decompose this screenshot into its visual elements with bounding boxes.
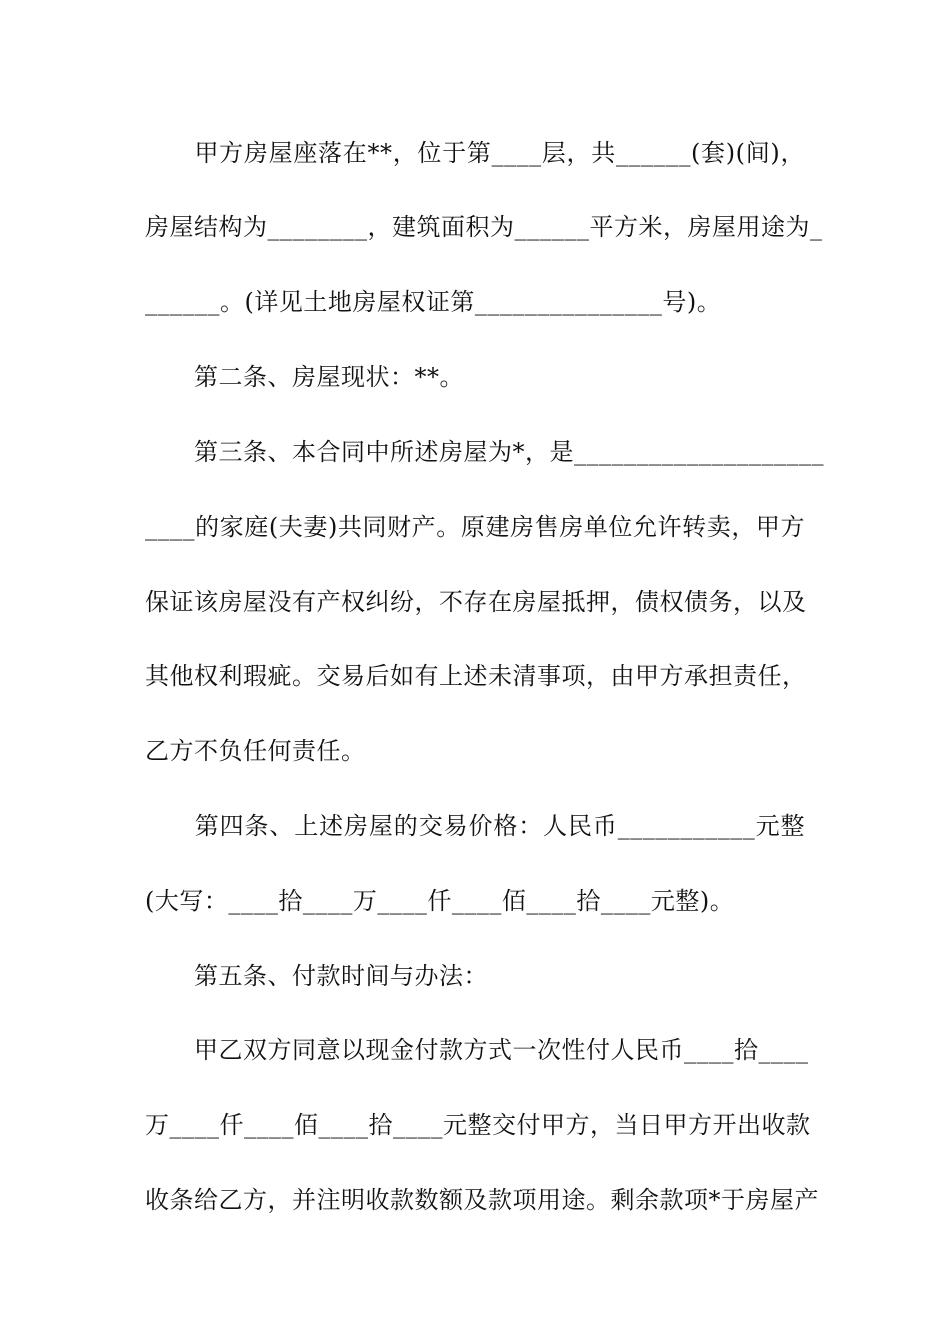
text-line: 乙方不负任何责任。 [145, 737, 366, 765]
text-line: ______。(详见土地房屋权证第_______________号)。 [145, 288, 722, 316]
text-line: 保证该房屋没有产权纠纷，不存在房屋抵押，债权债务，以及 [145, 588, 807, 616]
text-line: 第二条、房屋现状：**。 [145, 363, 464, 391]
text-line: ____的家庭(夫妻)共同财产。原建房售房单位允许转卖，甲方 [145, 513, 805, 541]
text-line: (大写：____拾____万____仟____佰____拾____元整)。 [145, 887, 735, 915]
text-line: 第四条、上述房屋的交易价格：人民币___________元整 [145, 812, 805, 840]
text-line: 甲乙双方同意以现金付款方式一次性付人民币____拾____ [145, 1036, 809, 1064]
text-line: 第五条、付款时间与办法： [145, 962, 488, 990]
text-line: 其他权利瑕疵。交易后如有上述未清事项，由甲方承担责任， [145, 662, 807, 690]
text-line: 甲方房屋座落在**，位于第____层，共______(套)(间)， [145, 139, 805, 167]
text-line: 万____仟____佰____拾____元整交付甲方，当日甲方开出收款 [145, 1111, 811, 1139]
text-line: 第三条、本合同中所述房屋为*，是____________________ [145, 438, 824, 466]
text-line: 收条给乙方，并注明收款数额及款项用途。剩余款项*于房屋产 [145, 1186, 819, 1214]
text-line: 房屋结构为________，建筑面积为______平方米，房屋用途为_ [145, 213, 823, 241]
